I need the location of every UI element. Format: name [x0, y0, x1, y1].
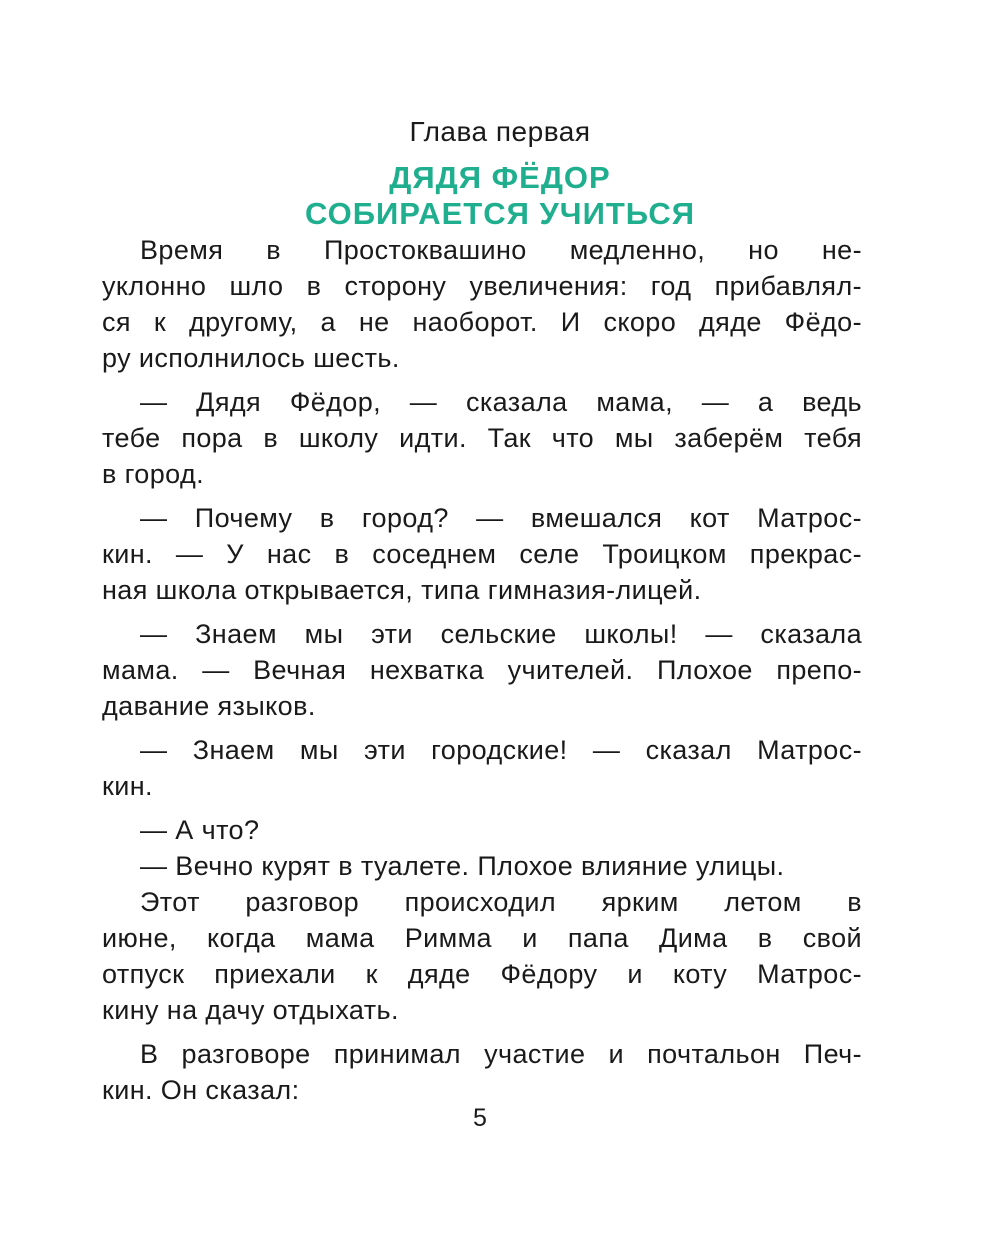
text-line: ру исполнилось шесть.	[102, 343, 400, 373]
body-text	[102, 232, 862, 1108]
text-line: ная школа открывается, типа гимназия-лицей.	[102, 575, 702, 605]
paragraph-4	[102, 616, 862, 724]
text-line: кину на дачу отдыхать.	[102, 995, 399, 1025]
text-line: отпуск приехали к дяде Фёдору и коту Матрос-	[102, 959, 862, 989]
text-line: кин. Он сказал:	[102, 1075, 300, 1105]
chapter-label: Глава первая	[409, 116, 591, 147]
text-line: — Вечно курят в туалете. Плохое влияние улицы.	[140, 851, 785, 881]
text-line: кин.	[102, 771, 153, 801]
text-line: мама. — Вечная нехватка учителей. Плохое препо-	[102, 655, 862, 685]
text-line: — Почему в город? — вмешался кот Матрос-	[140, 503, 862, 533]
text-line: В разговоре принимал участие и почтальон Печ-	[140, 1039, 862, 1069]
chapter-title	[0, 160, 1000, 232]
text-line: кин. — У нас в соседнем селе Троицком прекрас-	[102, 539, 862, 569]
paragraph-2	[102, 384, 862, 492]
paragraph-5	[102, 732, 862, 804]
text-line: — Знаем мы эти городские! — сказал Матрос-	[140, 735, 862, 765]
page-number: 5	[473, 1104, 487, 1132]
text-line: — Дядя Фёдор, — сказала мама, — а ведь	[140, 387, 862, 417]
paragraph-6	[102, 812, 862, 848]
text-line: давание языков.	[102, 691, 316, 721]
text-line: тебе пора в школу идти. Так что мы заберём тебя	[102, 423, 862, 453]
text-line: — Знаем мы эти сельские школы! — сказала	[140, 619, 862, 649]
text-line: июне, когда мама Римма и папа Дима в свой	[102, 923, 862, 953]
paragraph-1	[102, 232, 862, 376]
paragraph-8	[102, 884, 862, 1028]
text-line: в город.	[102, 459, 205, 489]
text-line: уклонно шло в сторону увеличения: год прибавлял-	[102, 271, 862, 301]
text-line: Этот разговор происходил ярким летом в	[140, 887, 862, 917]
paragraph-7	[102, 848, 862, 884]
text-line: Время в Простоквашино медленно, но не-	[140, 235, 862, 265]
paragraph-3	[102, 500, 862, 608]
chapter-title-line-2: СОБИРАЕТСЯ УЧИТЬСЯ	[305, 196, 695, 231]
chapter-title-line-1: ДЯДЯ ФЁДОР	[389, 160, 611, 195]
paragraph-9	[102, 1036, 862, 1108]
text-line: — А что?	[140, 815, 260, 845]
text-line: ся к другому, а не наоборот. И скоро дяде Фёдо-	[102, 307, 862, 337]
